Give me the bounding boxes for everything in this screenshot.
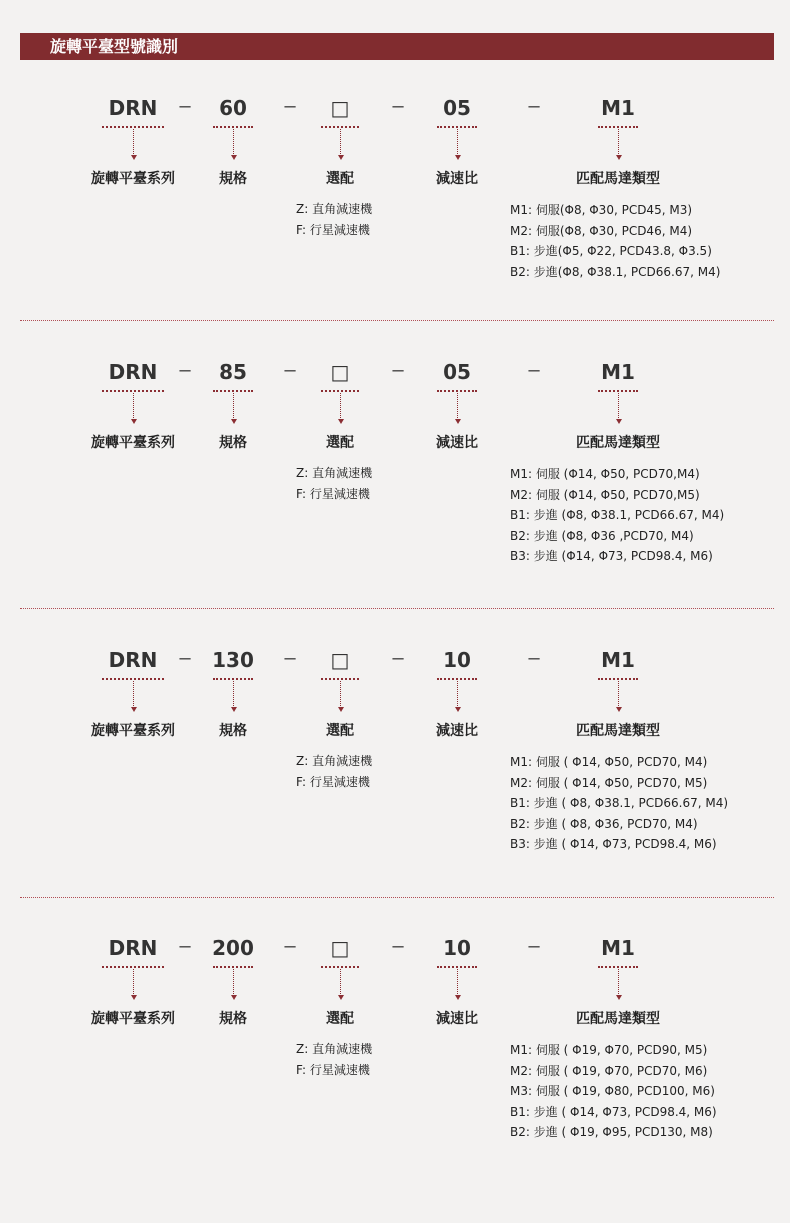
arrow-down-icon bbox=[338, 995, 344, 1000]
dotted-underline bbox=[437, 126, 477, 128]
arrow-down-icon bbox=[131, 995, 137, 1000]
dotted-underline bbox=[102, 126, 164, 128]
label-ratio: 減速比 bbox=[436, 171, 478, 187]
label-series: 旋轉平臺系列 bbox=[91, 1011, 175, 1027]
label-series: 旋轉平臺系列 bbox=[91, 435, 175, 451]
connector-line bbox=[133, 129, 134, 156]
dotted-underline bbox=[321, 126, 359, 128]
arrow-down-icon bbox=[131, 155, 137, 160]
arrow-down-icon bbox=[455, 155, 461, 160]
label-series: 旋轉平臺系列 bbox=[91, 723, 175, 739]
dotted-underline bbox=[321, 966, 359, 968]
arrow-down-icon bbox=[338, 419, 344, 424]
label-motor: 匹配馬達類型 bbox=[576, 1011, 660, 1027]
connector-line bbox=[457, 969, 458, 996]
connector-line bbox=[233, 681, 234, 708]
option-item: F: 行星減速機 bbox=[296, 223, 370, 237]
dotted-underline bbox=[598, 126, 638, 128]
code-motor: M1 bbox=[601, 936, 635, 960]
connector-line bbox=[618, 969, 619, 996]
motor-item: B1: 步進 (Φ8, Φ38.1, PCD66.67, M4) bbox=[510, 508, 725, 522]
arrow-down-icon bbox=[131, 707, 137, 712]
dotted-underline bbox=[437, 678, 477, 680]
label-series: 旋轉平臺系列 bbox=[91, 171, 175, 187]
code-size: 200 bbox=[212, 936, 254, 960]
model-section bbox=[0, 935, 790, 1223]
code-series: DRN bbox=[108, 936, 158, 960]
code-option: □ bbox=[330, 648, 350, 672]
model-section bbox=[0, 95, 790, 383]
label-ratio: 減速比 bbox=[436, 435, 478, 451]
motor-item: M2: 伺服 ( Φ14, Φ50, PCD70, M5) bbox=[510, 775, 708, 790]
arrow-down-icon bbox=[455, 707, 461, 712]
dotted-underline bbox=[437, 966, 477, 968]
motor-item: B2: 步進 (Φ8, Φ36 ,PCD70, M4) bbox=[510, 528, 694, 543]
motor-item: M2: 伺服 ( Φ19, Φ70, PCD70, M6) bbox=[510, 1063, 708, 1078]
connector-line bbox=[233, 129, 234, 156]
model-section bbox=[0, 647, 790, 935]
connector-line bbox=[340, 681, 341, 708]
option-item: Z: 直角減速機 bbox=[296, 202, 373, 216]
arrow-down-icon bbox=[231, 155, 237, 160]
dotted-underline bbox=[321, 390, 359, 392]
code-series: DRN bbox=[108, 648, 158, 672]
arrow-down-icon bbox=[616, 155, 622, 160]
dash-separator: ─ bbox=[392, 937, 404, 958]
dash-separator: ─ bbox=[392, 97, 404, 118]
arrow-down-icon bbox=[455, 419, 461, 424]
motor-item: M3: 伺服 ( Φ19, Φ80, PCD100, M6) bbox=[510, 1084, 715, 1098]
code-ratio: 05 bbox=[443, 360, 471, 384]
label-size: 規格 bbox=[219, 1011, 247, 1027]
dash-separator: ─ bbox=[528, 937, 540, 958]
motor-item: M2: 伺服(Φ8, Φ30, PCD46, M4) bbox=[510, 223, 693, 238]
dotted-underline bbox=[213, 678, 253, 680]
code-size: 60 bbox=[219, 96, 247, 120]
dash-separator: ─ bbox=[179, 361, 191, 382]
motor-item: M1: 伺服 ( Φ14, Φ50, PCD70, M4) bbox=[510, 755, 708, 769]
dash-separator: ─ bbox=[179, 97, 191, 118]
dash-separator: ─ bbox=[179, 937, 191, 958]
motor-item: M2: 伺服 (Φ14, Φ50, PCD70,M5) bbox=[510, 487, 700, 502]
connector-line bbox=[618, 681, 619, 708]
code-size: 130 bbox=[212, 648, 254, 672]
dash-separator: ─ bbox=[284, 649, 296, 670]
code-ratio: 10 bbox=[443, 936, 471, 960]
dash-separator: ─ bbox=[392, 361, 404, 382]
section-divider bbox=[20, 320, 774, 321]
section-divider bbox=[20, 608, 774, 609]
option-item: Z: 直角減速機 bbox=[296, 754, 373, 768]
arrow-down-icon bbox=[616, 995, 622, 1000]
code-ratio: 05 bbox=[443, 96, 471, 120]
code-option: □ bbox=[330, 936, 350, 960]
option-item: Z: 直角減速機 bbox=[296, 1042, 373, 1056]
label-size: 規格 bbox=[219, 435, 247, 451]
dash-separator: ─ bbox=[284, 937, 296, 958]
label-ratio: 減速比 bbox=[436, 723, 478, 739]
dotted-underline bbox=[102, 678, 164, 680]
connector-line bbox=[233, 393, 234, 420]
label-option: 選配 bbox=[326, 1011, 354, 1027]
connector-line bbox=[133, 393, 134, 420]
arrow-down-icon bbox=[231, 995, 237, 1000]
code-motor: M1 bbox=[601, 360, 635, 384]
label-ratio: 減速比 bbox=[436, 1011, 478, 1027]
connector-line bbox=[133, 681, 134, 708]
motor-item: B1: 步進(Φ5, Φ22, PCD43.8, Φ3.5) bbox=[510, 244, 712, 258]
motor-item: B3: 步進 (Φ14, Φ73, PCD98.4, M6) bbox=[510, 549, 713, 563]
motor-item: M1: 伺服 (Φ14, Φ50, PCD70,M4) bbox=[510, 467, 700, 481]
label-option: 選配 bbox=[326, 171, 354, 187]
dotted-underline bbox=[213, 390, 253, 392]
page-title: 旋轉平臺型號識別 bbox=[50, 37, 179, 56]
label-motor: 匹配馬達類型 bbox=[576, 723, 660, 739]
connector-line bbox=[233, 969, 234, 996]
connector-line bbox=[133, 969, 134, 996]
connector-line bbox=[457, 681, 458, 708]
code-option: □ bbox=[330, 96, 350, 120]
dotted-underline bbox=[321, 678, 359, 680]
motor-item: B1: 步進 ( Φ8, Φ38.1, PCD66.67, M4) bbox=[510, 796, 729, 810]
option-item: F: 行星減速機 bbox=[296, 775, 370, 789]
motor-item: B3: 步進 ( Φ14, Φ73, PCD98.4, M6) bbox=[510, 837, 717, 851]
motor-item: M1: 伺服(Φ8, Φ30, PCD45, M3) bbox=[510, 203, 693, 217]
motor-item: B2: 步進 ( Φ8, Φ36, PCD70, M4) bbox=[510, 816, 698, 831]
dash-separator: ─ bbox=[284, 361, 296, 382]
connector-line bbox=[457, 129, 458, 156]
code-series: DRN bbox=[108, 96, 158, 120]
connector-line bbox=[340, 393, 341, 420]
dash-separator: ─ bbox=[284, 97, 296, 118]
connector-line bbox=[618, 393, 619, 420]
dotted-underline bbox=[102, 966, 164, 968]
model-section bbox=[0, 359, 790, 647]
dotted-underline bbox=[102, 390, 164, 392]
label-size: 規格 bbox=[219, 171, 247, 187]
code-motor: M1 bbox=[601, 648, 635, 672]
code-motor: M1 bbox=[601, 96, 635, 120]
motor-item: B2: 步進 ( Φ19, Φ95, PCD130, M8) bbox=[510, 1125, 713, 1139]
dash-separator: ─ bbox=[392, 649, 404, 670]
label-size: 規格 bbox=[219, 723, 247, 739]
dash-separator: ─ bbox=[528, 97, 540, 118]
dotted-underline bbox=[598, 390, 638, 392]
code-ratio: 10 bbox=[443, 648, 471, 672]
label-motor: 匹配馬達類型 bbox=[576, 435, 660, 451]
arrow-down-icon bbox=[616, 707, 622, 712]
dotted-underline bbox=[437, 390, 477, 392]
connector-line bbox=[457, 393, 458, 420]
arrow-down-icon bbox=[338, 707, 344, 712]
arrow-down-icon bbox=[231, 419, 237, 424]
option-item: F: 行星減速機 bbox=[296, 487, 370, 501]
label-motor: 匹配馬達類型 bbox=[576, 171, 660, 187]
arrow-down-icon bbox=[231, 707, 237, 712]
connector-line bbox=[618, 129, 619, 156]
title-bar bbox=[20, 33, 774, 60]
dotted-underline bbox=[598, 678, 638, 680]
dotted-underline bbox=[213, 126, 253, 128]
motor-item: B1: 步進 ( Φ14, Φ73, PCD98.4, M6) bbox=[510, 1104, 717, 1119]
label-option: 選配 bbox=[326, 723, 354, 739]
option-item: Z: 直角減速機 bbox=[296, 466, 373, 480]
dotted-underline bbox=[213, 966, 253, 968]
option-item: F: 行星減速機 bbox=[296, 1063, 370, 1077]
dash-separator: ─ bbox=[179, 649, 191, 670]
arrow-down-icon bbox=[338, 155, 344, 160]
code-size: 85 bbox=[219, 360, 247, 384]
connector-line bbox=[340, 969, 341, 996]
motor-item: B2: 步進(Φ8, Φ38.1, PCD66.67, M4) bbox=[510, 264, 721, 279]
motor-item: M1: 伺服 ( Φ19, Φ70, PCD90, M5) bbox=[510, 1043, 708, 1057]
code-series: DRN bbox=[108, 360, 158, 384]
dotted-underline bbox=[598, 966, 638, 968]
dash-separator: ─ bbox=[528, 649, 540, 670]
arrow-down-icon bbox=[131, 419, 137, 424]
label-option: 選配 bbox=[326, 435, 354, 451]
arrow-down-icon bbox=[616, 419, 622, 424]
code-option: □ bbox=[330, 360, 350, 384]
dash-separator: ─ bbox=[528, 361, 540, 382]
section-divider bbox=[20, 897, 774, 898]
connector-line bbox=[340, 129, 341, 156]
arrow-down-icon bbox=[455, 995, 461, 1000]
